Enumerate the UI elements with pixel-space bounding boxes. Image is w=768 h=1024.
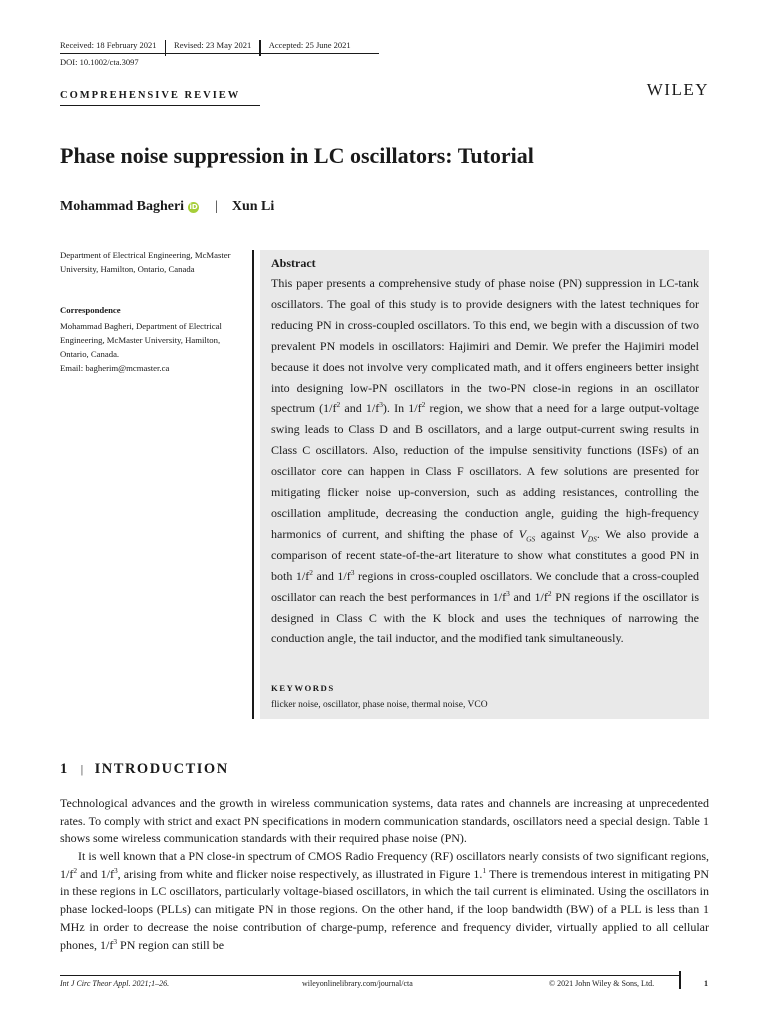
journal-website[interactable]: wileyonlinelibrary.com/journal/cta (302, 979, 413, 988)
citation-link[interactable]: 1 (482, 865, 487, 875)
intro-paragraph: Technological advances and the growth in wireless communication systems, data rates and channels are increasing at unprecedented rates. To comply with strict and exact PN specifications in modern communication standards, oscillators need a special design. Table 1 shows some wireless communication standards with their required phase noise (PN). (60, 796, 709, 846)
abstract-heading: Abstract (271, 256, 316, 270)
page-number: 1 (704, 979, 708, 988)
footer-rule (60, 975, 679, 976)
accepted-date: Accepted: 25 June 2021 (268, 40, 351, 50)
abstract-text: This paper presents a comprehensive study of phase noise (PN) suppression in LC-tank oscillators. The goal of this study is to provide designers with the latest techniques for reducing PN in cross-coupled oscillators. To this end, we begin with a discussion of two prevalent PN models in oscillators: Hajimiri and Demir. We prefer the Hajimiri model because it does not involve very complicated math, and it offers engineers better insight into designing low-PN oscillators in the two-PN close-in regions in an oscillator spectrum ($1/f^2$ and $1/f^3$). In $1/f^2$ region, we show that a need for a large output-voltage swing leads to Class D and B oscillators, and a large output-current swing results in Class C oscillators. Also, reduction of the impulse sensitivity functions (ISFs) of an oscillator core can happen in Class F oscillators. A few solutions are presented for mitigating flicker noise up-conversion, such as adding resistances, controlling the oscillation amplitude, decreasing the conduction angle, guiding the high-frequency harmonics of current, and shifting the phase of $V_{GS}$ against $V_{DS}$. We also provide a comparison of recent state-of-the-art literature to show what constitutes a good PN in both $1/f^2$ and $1/f^3$ regions in cross-coupled oscillators. We conclude that a cross-coupled oscillator can reach the best performances in $1/f^3$ and $1/f^2$ PN regions if the oscillator is designed in Class C with the K block and uses the techniques of narrowing the conduction angle, the tail inductor, and the modified tank simultaneously. (271, 276, 700, 646)
keywords-heading: KEYWORDS (271, 683, 335, 693)
author-name[interactable]: Mohammad Bagheri (60, 199, 185, 214)
correspondence-email[interactable]: Email: bagherim@mcmaster.ca (60, 363, 170, 373)
article-title: Phase noise suppression in LC oscillators: Tutorial (60, 143, 534, 168)
footer-divider (679, 971, 681, 989)
author-list (60, 199, 274, 215)
abstract-rule (252, 250, 254, 719)
copyright: © 2021 John Wiley & Sons, Ltd. (549, 979, 655, 988)
author-separator: | (215, 199, 218, 214)
orcid-icon[interactable]: iD (189, 202, 198, 211)
publisher-logo: WILEY (646, 80, 709, 99)
doi[interactable]: DOI: 10.1002/cta.3097 (60, 57, 139, 67)
revised-date: Revised: 23 May 2021 (174, 40, 252, 50)
section-type-rule (60, 105, 260, 106)
affiliation: Department of Electrical Engineering, McMaster University, Hamilton, Ontario, Canada (60, 250, 231, 274)
article-history (60, 37, 351, 53)
correspondence (60, 319, 242, 375)
section-number: 1 (60, 761, 69, 777)
section-heading-introduction (60, 761, 229, 778)
correspondence-text: Mohammad Bagheri, Department of Electrical Engineering, McMaster University, Hamilton, Ontario, Canada. (60, 321, 222, 359)
correspondence-heading: Correspondence (60, 305, 121, 315)
keywords-list: flicker noise, oscillator, phase noise, thermal noise, VCO (271, 700, 488, 710)
section-title: INTRODUCTION (94, 761, 229, 777)
journal-citation: Int J Circ Theor Appl. 2021;1–26. (60, 979, 170, 988)
intro-paragraph: It is well known that a PN close-in spectrum of CMOS Radio Frequency (RF) oscillators nearly consists of two significant regions, $1/f^2$ and $1/f^3$, arising from white and flicker noise respectively, as illustrated in Figure 1.$^1$ There is tremendous interest in mitigating PN in these regions in LC oscillators, particularly voltage-biased oscillators, in which the tail current is eliminated. Using the oscillators in phase locked-loops (PLLs) can mitigate PN in those regions. On the other hand, if the loop bandwidth (BW) of a PLL is less than 1 MHz in order to decrease the noise contribution of charge-pump, reference and frequency divider, virtually applied to all cellular phones, $1/f^3$ PN region can still be (60, 849, 709, 952)
header-rule (60, 53, 379, 54)
author-name[interactable]: Xun Li (231, 199, 275, 214)
section-separator: | (80, 762, 85, 776)
section-type: COMPREHENSIVE REVIEW (60, 90, 241, 101)
received-date: Received: 18 February 2021 (60, 40, 157, 50)
